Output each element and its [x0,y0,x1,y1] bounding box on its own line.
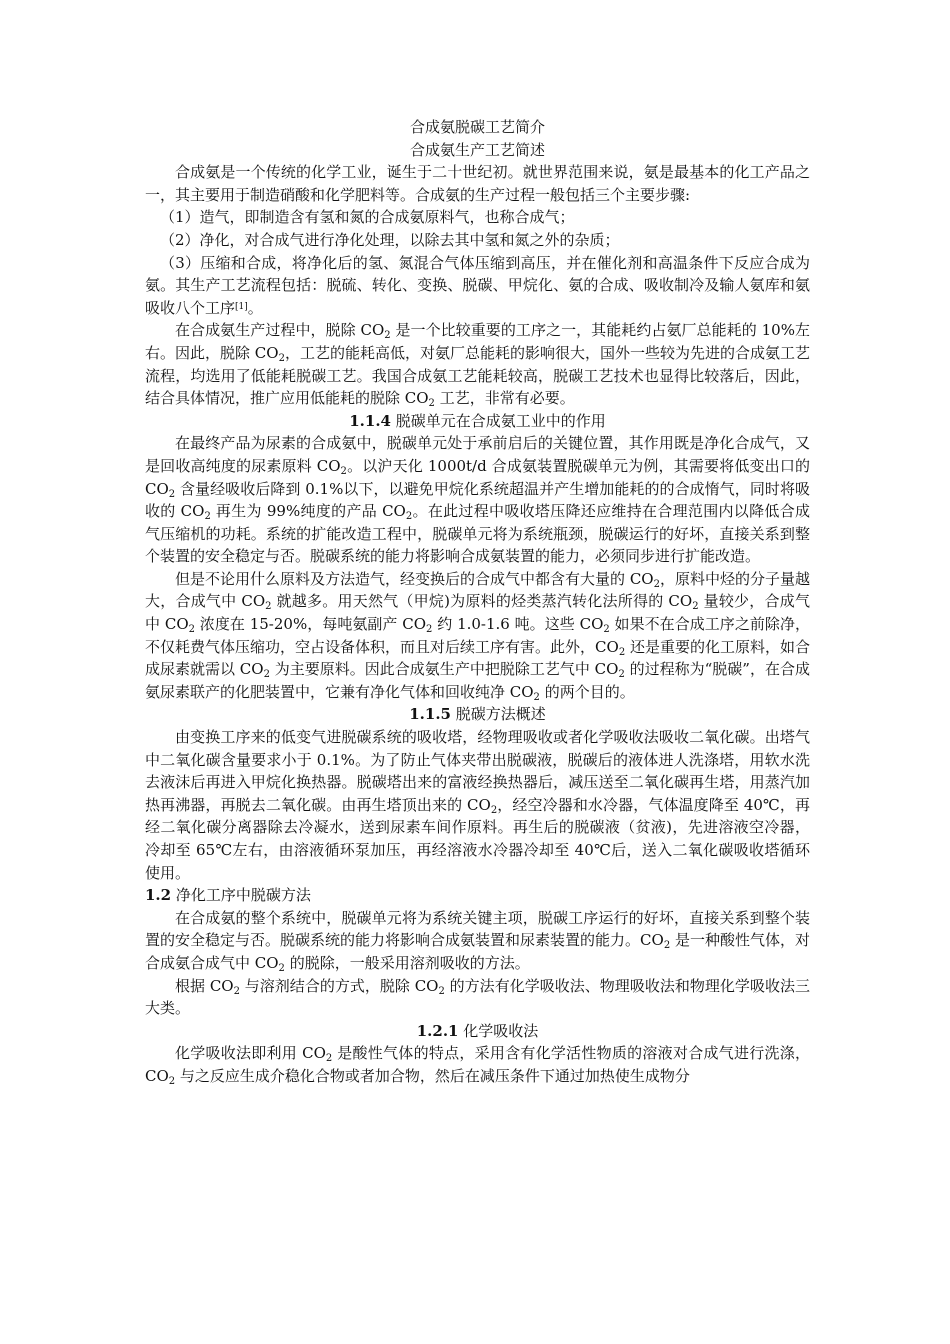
section-1-1-5-paragraph-1: 由变换工序来的低变气进脱碳系统的吸收塔，经物理吸收或者化学吸收法吸收二氧化碳。出塔气中二氧化碳含量要求小于 0.1%。为了防止气体夹带出脱碳液，脱碳后的液体进人洗涤塔，用软水洗去液沫后再进入甲烷化换热器。脱碳塔出来的富液经换热器后，减压送至二氧化碳再生塔，用蒸汽加热再沸器，再脱去二氧化碳。由再生塔顶出来的 $CO_2$，经空冷器和水冷器，气体温度降至 40℃，再经二氧化碳分离器除去冷凝水，送到尿素车间作原料。再生后的脱碳液（贫液)，先进溶液空冷器，冷却至 65℃左右，由溶液循环泵加压，再经溶液水冷器冷却至 40℃后，送入二氧化碳吸收塔循环使用。 [145,728,811,882]
citation-ref: [1] [235,301,248,312]
document-page [145,116,810,1088]
section-1-1-4-paragraph-1: 在最终产品为尿素的合成氨中，脱碳单元处于承前启后的关键位置，其作用既是净化合成气，又是回收高纯度的尿素原料 $CO_2$。以沪天化 1000t/d 合成氨装置脱碳单元为例，其需要将低变出口的 $CO_2$ 含量经吸收后降到 0.1%以下，以避免甲烷化系统超温并产生增加能耗的的合成惰气，同时将吸收的 $CO_2$ 再生为 99%纯度的产品 $CO_2$。在此过程中吸收塔压降还应维持在合理范围内以降低合成气压缩机的功耗。系统的扩能改造工程中，脱碳单元将为系统瓶颈，脱碳运行的好坏，直接关系到整个装置的安全稳定与否。脱碳系统的能力将影响合成氨装置的能力，必须同步进行扩能改造。 [145,434,810,566]
intro-paragraph-2: 在合成氨生产过程中，脱除 $CO_2$ 是一个比较重要的工序之一，其能耗约占氨厂总能耗的 10%左右。因此，脱除 $CO_2$，工艺的能耗高低，对氨厂总能耗的影响很大，国外一些较为先进的合成氨工艺流程，均选用了低能耗脱碳工艺。我国合成氨工艺能耗较高，脱碳工艺技术也显得比较落后，因此，结合具体情况，推广应用低能耗的脱除 $CO_2$ 工艺，非常有必要。 [145,321,810,410]
section-heading-1-2-1: 1.2.1 化学吸收法 [416,1021,539,1040]
section-1-1-4-paragraph-2: 但是不论用什么原料及方法造气，经变换后的合成气中都含有大量的 $CO_2$，原料中烃的分子量越大，合成气中 $CO_2$ 就越多。用天然气（甲烷)为原料的烃类蒸汽转化法所得的 $CO_2$ 量较少，合成气中 $CO_2$ 浓度在 15-20%，每吨氨副产 $CO_2$ 约 1.0-1.6 吨。这些 $CO_2$ 如果不在合成工序之前除净，不仅耗费气体压缩功，空占设备体积，而且对后续工序有害。此外，$CO_2$ 还是重要的化工原料，如合成尿素就需以 $CO_2$ 为主要原料。因此合成氨生产中把脱除工艺气中 $CO_2$ 的过程称为“脱碳”，在合成氨尿素联产的化肥装置中，它兼有净化气体和回收纯净 $CO_2$ 的两个目的。 [145,569,810,703]
intro-paragraph-1: 合成氨是一个传统的化学工业，诞生于二十世纪初。就世界范围来说，氨是最基本的化工产品之一，其主要用于制造硝酸和化学肥料等。合成氨的生产过程一般包括三个主要步骤: [145,163,810,204]
section-1-2-1-paragraph-1: 化学吸收法即利用 $CO_2$ 是酸性气体的特点，采用含有化学活性物质的溶液对合成气进行洗涤，$CO_2$ 与之反应生成介稳化合物或者加合物，然后在减压条件下通过加热使生成物分 [145,1044,811,1087]
intro-step-2: （2）净化，对合成气进行净化处理，以除去其中氢和氮之外的杂质； [160,230,620,249]
section-heading-1-1-4: 1.1.4 脱碳单元在合成氨工业中的作用 [349,411,606,430]
section-heading-1-1-5: 1.1.5 脱碳方法概述 [409,705,546,724]
intro-step-3: （3）压缩和合成，将净化后的氢、氮混合气体压缩到高压，并在催化剂和高温条件下反应合成为氨。其生产工艺流程包括：脱硫、转化、变换、脱碳、甲烷化、氨的合成、吸收制冷及输人氨库和氨吸收八个工序[1]。 [145,253,810,317]
section-1-2-paragraph-2: 根据 $CO_2$ 与溶剂结合的方式，脱除 $CO_2$ 的方法有化学吸收法、物理吸收法和物理化学吸收法三大类。 [145,976,810,1018]
section-heading-1-2: 1.2 净化工序中脱碳方法 [145,886,311,905]
intro-step-1: （1）造气，即制造含有氢和氮的合成氨原料气，也称合成气； [160,208,575,227]
document-title: 合成氨脱碳工艺简介 [409,118,545,136]
document-subtitle: 合成氨生产工艺简述 [409,140,545,159]
section-1-2-paragraph-1: 在合成氨的整个系统中，脱碳单元将为系统关键主项，脱碳工序运行的好坏，直接关系到整个装置的安全稳定与否。脱碳系统的能力将影响合成氨装置和尿素装置的能力。$CO_2$ 是一种酸性气体，对合成氨合成气中 $CO_2$ 的脱除，一般采用溶剂吸收的方法。 [145,908,810,974]
